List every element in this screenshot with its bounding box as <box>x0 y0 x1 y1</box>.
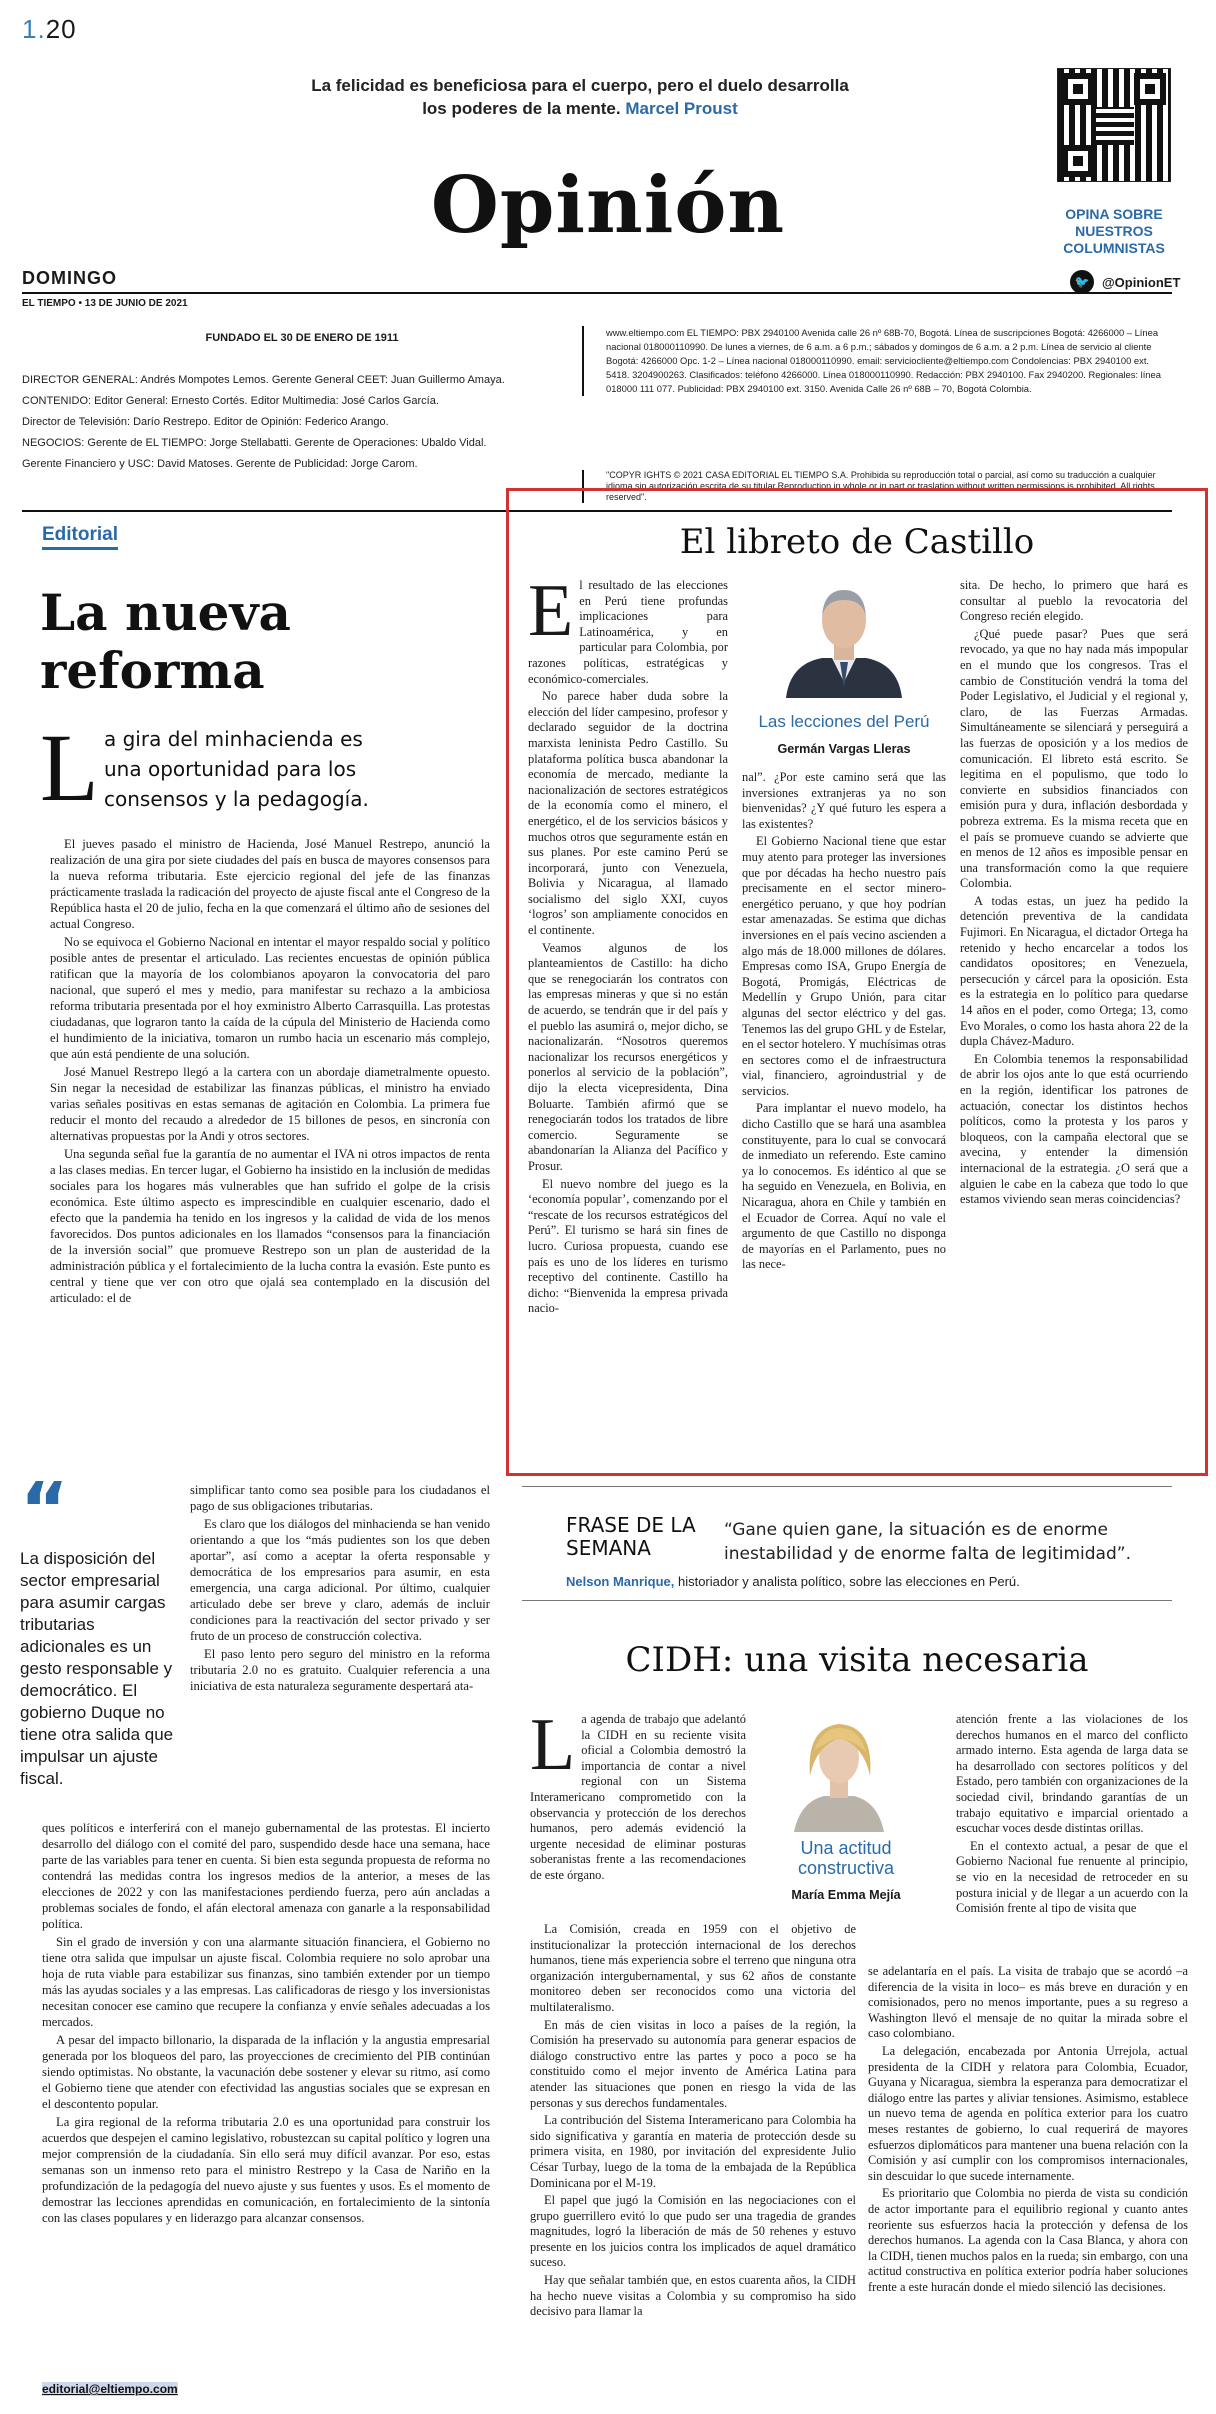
day-label: DOMINGO <box>22 268 117 288</box>
section-title: Opinión <box>430 160 786 251</box>
pull-quote-text: La disposición del sector empresarial para asumir cargas tributarias adicionales es un gesto responsable y democrático. El gobierno Duque no tiene otra salida que impulsar un ajuste fiscal. <box>20 1549 174 1788</box>
paragraph: Sin el grado de inversión y con una alarmante situación financiera, el Gobierno no tiene otra salida que impulsar un ajuste fiscal. Colombia requiere no solo aprobar una hoja de ruta viable para estabilizar sus finanzas, sino también extender por un tiempo más las ayudas sociales y a las empresas. Las calificadoras de riesgo y los inversionistas necesitan conocer ese camino que recupere la confianza y envíe señales adecuadas a los mercados. <box>42 1935 490 2029</box>
header-rule <box>22 292 1172 294</box>
frase-rule-bottom <box>522 1600 1172 1601</box>
cidh-title: CIDH: una visita necesaria <box>625 1640 1089 1680</box>
staff-line: Director de Televisión: Darío Restrepo. Editor de Opinión: Federico Arango. <box>22 416 389 428</box>
staff-list <box>22 370 592 475</box>
castillo-col-1 <box>528 570 728 1319</box>
paragraph: Hay que señalar también que, en estos cuarenta años, la CIDH ha hecho nueve visitas a Colombia y su compromiso ha sido decisivo para llamar la <box>530 2273 856 2319</box>
paragraph: se adelantaría en el país. La visita de trabajo que se acordó –a diferencia de la visita in loco– es más breve en duración y en comisionados, pero no menos importante, pues a su regreso a Washington llevó el mensaje de no quitar la mirada sobre el caso colombiano. <box>868 1964 1188 2041</box>
paragraph: La agenda de trabajo que adelantó la CIDH en su reciente visita oficial a Colombia demostró la importancia de contar a nivel regional con un Sistema Interamericano comprometido con la observancia y protección de los derechos humanos, pero además evidenció la urgente necesidad de eliminar posturas soberanistas frente a las recomendaciones de este órgano. <box>530 1704 746 1882</box>
page-number: 1.20 <box>22 14 77 44</box>
paragraph: La Comisión, creada en 1959 con el objetivo de institucionalizar la protección internacional de los derechos humanos, tiene más experiencia sobre el terreno que ninguna otra organización intergubernamental, y sus 62 años de constante monitoreo deben ser reconocidos como una victoria del multilateralismo. <box>530 1922 856 2014</box>
frase-credit <box>566 1574 1166 1589</box>
paragraph: nal”. ¿Por este camino será que las inversiones extranjeras ya no son bienvenidas? ¿Y qué futuro les espera a las existentes? <box>742 770 946 831</box>
paragraph: La gira regional de la reforma tributaria 2.0 es una oportunidad para construir los acuerdos que despejen el camino legislativo, robustezcan su capital político y logren una mejor comprensión de la ciudadanía. Sin ello será muy difícil avanzar. Por eso, estas semanas son un inmenso reto para el ministro Restrepo y la Casa de Nariño en la profundización de la pedagogía del nuevo ajuste y sus fuentes y usos. Es el momento de demostrar las lecciones aprendidas en comunicación, en fortalecimiento de la sintonía con las clases populares y en liderazgo para alcanzar consensos. <box>42 2115 490 2225</box>
twitter-handle[interactable] <box>1070 270 1180 294</box>
paragraph: A todas estas, un juez ha pedido la detención preventiva de la candidata Fujimori. En Nicaragua, el dictador Ortega ha retenido y hecho encarcelar a todos los candidatos opositores; en Venezuela, persecución y cárcel para la oposición. Esta es la estrategia en lo político para quedarse 14 años en el poder, como Ortega; 13, como Evo Morales, o como los hasta ahora 22 de la dupla Chávez-Maduro. <box>960 893 1188 1049</box>
editorial-body-bottom <box>42 1820 490 2228</box>
paragraph: El nuevo nombre del juego es la ‘economía popular’, comenzando por el “rescate de los recursos estratégicos del Perú”. El turismo se hará sin fines de lucro. Curiosa propuesta, cuando ese país es uno de los líderes en turismo receptivo del continente. Castillo ha dicho: “Bienvenida la empresa privada nacio- <box>528 1176 728 1316</box>
staff-line: NEGOCIOS: Gerente de EL TIEMPO: Jorge Stellabatti. Gerente de Operaciones: Ubaldo Vidal. <box>22 437 487 449</box>
paragraph: El resultado de las elecciones en Perú tiene profundas implicaciones para Latinoamérica, y en particular para Colombia, por razones políticas, estratégicas y económico-comerciales. <box>528 570 728 686</box>
paragraph: Para implantar el nuevo modelo, ha dicho Castillo que se hará una asamblea constituyente, para lo cual se convocará de inmediato un referendo. Este camino ya lo conocemos. Es idéntico al que se ha seguido en Venezuela, en Bolivia, en Nicaragua, ahora en Chile y también en el Ecuador de Correa. Aquí no vale el argumento de que Castillo no disponga de mayorías en el Parlamento, pues no las nece- <box>742 1101 946 1272</box>
paragraph: ques políticos e interferirá con el manejo gubernamental de las protestas. El incierto desarrollo del diálogo con el comité del paro, suspendido desde hace una semana, hace parte de las variables para tener en cuenta. Si bien esta segunda propuesta de reforma no contendrá las medidas contra los ingresos medios de la anterior, a meses de las elecciones de 2022 y con las manifestaciones perdiendo fuerza, pero aún ancladas a problemas sociales de fondo, el afán electoral amenaza con ganarle a la responsabilidad política. <box>42 1821 490 1931</box>
frase-quote: “Gane quien gane, la situación es de enorme inestabilidad y de enorme falta de legitimidad”. <box>724 1520 1131 1564</box>
editorial-body-top <box>50 836 490 1308</box>
paragraph: El jueves pasado el ministro de Hacienda, José Manuel Restrepo, anunció la realización de una gira por siete ciudades del país en busca de mayores consensos para la nueva reforma tributaria. Este ejercicio regional del jefe de las finanzas prácticamente traslada la radicación del proyecto de ajuste fiscal ante el Congreso de la República hasta el 20 de julio, fecha en la que comenzará el último año de sesiones del actual Congreso. <box>50 837 490 931</box>
editorial-dropcap: L <box>40 714 99 821</box>
opina-columnistas-label[interactable]: OPINA SOBRE NUESTROS COLUMNISTAS <box>1063 206 1165 256</box>
top-quote-text: La felicidad es beneficiosa para el cuerpo, pero el duelo desarrolla los poderes de la mente. <box>311 76 849 118</box>
paragraph: ¿Qué puede pasar? Pues que será revocado, ya que no hay nada más impopular en el mundo que los congresos. Tras el cambio de Constitución vendrá la toma del Poder Legislativo, el Judicial y el regional y, claro, de las Fuerzas Armadas. Simultáneamente se silenciará y perseguirá a las fuerzas de oposición y a los medios de comunicación. El libreto está escrito. Se legitima en el populismo, que todo lo convierte en subsidios financiados con emisión pura y dura, inflación desbordada y pobreza extrema. Es la misma receta que en el país se promueve cuando se advierte que en menos de 12 años es imposible pensar en una transformación como la que requiere Colombia. <box>960 626 1188 891</box>
paragraph: No parece haber duda sobre la elección del líder campesino, profesor y declarado seguidor de la doctrina marxista leninista Pedro Castillo. Su plataforma política busca abandonar la economía de mercado, mediante la nacionalización de sectores estratégicos de la economía como el minero, el energético, el de los servicios básicos y muchos otros que seguramente están en sus planes. Por este camino Perú se incorporará, junto con Venezuela, Bolivia y Nicaragua, al llamado socialismo del siglo XXI, cuyos ‘logros’ son ampliamente conocidos en el continente. <box>528 689 728 938</box>
paragraph: El Gobierno Nacional tiene que estar muy atento para proteger las inversiones que por décadas ha hecho nuestro país precisamente en el sector minero-energético peruano, y que hoy podrían estar amenazadas. Se estima que dichas inversiones en el país vecino ascienden a algo más de 18.000 millones de dólares. Empresas como ISA, Grupo Energía de Bogotá, Promigás, Eléctricas de Medellín y Grupo Unión, para citar algunas del sector eléctrico y del gas. Tenemos las del grupo GHL y de Estelar, en el sector hotelero. Y muchísimas otras en sectores como el de infraestructura vial, financiero, agroindustrial y de servicios. <box>742 834 946 1098</box>
paragraph: En Colombia tenemos la responsabilidad de abrir los ojos ante lo que está ocurriendo en la región, identificar los patrones de actuación, conectar los distintos hechos políticos, como la protesta y los paros y bloqueos, con la campaña electoral que se avecina, y entender la dimensión internacional de la estrategia. ¿O será que a alguien le cabe en la cabeza que todo lo que estamos viviendo sean meras coincidencias? <box>960 1051 1188 1207</box>
frase-credit-rest: historiador y analista político, sobre las elecciones en Perú. <box>674 1574 1020 1589</box>
editorial-lead: a gira del minhacienda es una oportunidad para los consensos y la pedagogía. <box>104 727 369 811</box>
quote-mark-icon: “ <box>20 1467 69 1553</box>
author-photo <box>780 1706 898 1832</box>
castillo-section: Las lecciones del Perú <box>758 712 930 731</box>
paragraph: simplificar tanto como sea posible para los ciudadanos el pago de sus obligaciones tributarias. <box>190 1483 490 1513</box>
founded-line: FUNDADO EL 30 DE ENERO DE 1911 <box>205 332 399 344</box>
paragraph: No se equivoca el Gobierno Nacional en intentar el mayor respaldo social y político posible antes de presentar el articulado. Las recientes encuestas de opinión pública ratifican que la mayoría de los colombianos apoyaron la convocatoria del paro nacional, que superó el mes y medio, para manifestar su rechazo a la ambiciosa reforma tributaria presentada por el hoy exministro Alberto Carrasquilla. Las protestas ciudadanas, que lograron tanto la caída de la cúpula del Ministerio de Hacienda como el hundimiento de la iniciativa, tomaron un rumbo hacia un escenario más complejo, que aún está pendiente de una solución. <box>50 935 490 1061</box>
paragraph: El paso lento pero seguro del ministro en la reforma tributaria 2.0 no es gratuito. Cualquier referencia a una iniciativa de esta naturaleza seguramente despertará ata- <box>190 1647 490 1693</box>
cidh-col-1 <box>530 1704 746 1886</box>
staff-line: Gerente Financiero y USC: David Matoses. Gerente de Publicidad: Jorge Carom. <box>22 458 418 470</box>
paragraph: La contribución del Sistema Interamericano para Colombia ha sido significativa y garantía en materia de protección desde su primera visita, en 1980, por invitación del expresidente Julio César Turbay, luego de la toma de la embajada de la República Dominicana por el M-19. <box>530 2113 856 2190</box>
frase-credit-name: Nelson Manrique, <box>566 1574 675 1589</box>
paragraph: atención frente a las violaciones de los derechos humanos en el marco del conflicto armado interno. Esta agenda de larga data se ha desarrollado con sectores políticos y del Estado, pero también con organizaciones de la sociedad civil, brindando garantías de un trabajo equitativo e imparcial orientado a escuchar voces desde distintas orillas. <box>956 1712 1188 1836</box>
editorial-label: Editorial <box>42 524 118 550</box>
frase-label: FRASE DE LA SEMANA <box>566 1513 696 1560</box>
castillo-col-2 <box>742 770 946 1275</box>
paragraph: Una segunda señal fue la garantía de no aumentar el IVA ni otros impactos de renta a las clases medias. En tercer lugar, el Gobierno ha insistido en la inclusión de medidas sociales para los hogares más vulnerables que han sufrido el golpe de la crisis económica. Este último aspecto es imprescindible en cualquier escenario, dado el efecto que la pandemia ha tenido en los ingresos y la calidad de vida de los menos favorecidos. Dos puntos adicionales en los llamados “consensos para la financiación de la inversión social” que promueve Restrepo son un plan de austeridad de la administración pública y el fortalecimiento de la lucha contra la evasión. Este punto es central y tiene que ver con otro que ojalá sea contemplado en la discusión del articulado: el de <box>50 1147 490 1305</box>
paragraph: En el contexto actual, a pesar de que el Gobierno Nacional fue renuente al principio, se vio en la necesidad de retroceder en su postura inicial y de llegar a un acuerdo con la Comisión frente al tipo de visita que <box>956 1838 1188 1916</box>
cidh-col-4 <box>868 1964 1188 2297</box>
castillo-author: Germán Vargas Lleras <box>777 742 911 756</box>
paragraph: sita. De hecho, lo primero que hará es consultar al pueblo la revocatoria del Congreso recién elegido. <box>960 578 1188 624</box>
editorial-email-link[interactable]: editorial@eltiempo.com <box>42 2382 178 2396</box>
editorial-body-right <box>190 1482 490 1696</box>
paragraph: Es claro que los diálogos del minhacienda se han venido orientando a que los “más pudientes son los que deben aportar”, así como a aceptar la oferta responsable y democrática de los empresarios para asumir, en esta emergencia, una carga adicional. Por último, cualquier articulado debe ser breve y claro, además de incluir condiciones para la reactivación del sector privado y ser fruto de un proceso de construcción colectiva. <box>190 1517 490 1643</box>
cidh-author: María Emma Mejía <box>791 1888 901 1902</box>
dateline: EL TIEMPO • 13 DE JUNIO DE 2021 <box>22 298 188 309</box>
top-quote <box>300 74 860 120</box>
frase-rule <box>522 1486 1172 1487</box>
copyright-notice: "COPYR IGHTS © 2021 CASA EDITORIAL EL TIEMPO S.A. Prohibida su reproducción total o parcial, así como su traducción a cualquier idioma sin autorización escrita de su titular.Reproduction in whole or in part or traslation without written permissions is prohibited. All rights reserved". <box>582 470 1172 503</box>
paragraph: José Manuel Restrepo llegó a la cartera con un abordaje diametralmente opuesto. Sin negar la necesidad de estabilizar las finanzas públicas, el ministro ha enviado varias señales positivas en estas semanas de agitación en Colombia. La primera fue reducir el monto del recaudo a alrededor de 15 billones de pesos, en sincronía con alternativas propuestas por la Andi y otros sectores. <box>50 1065 490 1143</box>
twitter-icon: 🐦 <box>1070 270 1094 294</box>
paragraph: La delegación, encabezada por Antonia Urrejola, actual presidenta de la CIDH y relatora para Colombia, Ecuador, Guyana y Nicaragua, siembra la esperanza para democratizar el diálogo entre las partes y aliviar tensiones. Asimismo, establece un nuevo tema de agenda en política exterior para los cuatro meses restantes de gobierno, lo cual requerirá de mayores esfuerzos diplomáticos para mantener una buena relación con la Comisión y así cumplir con los compromisos internacionales, sin descuidar lo que sucede internamente. <box>868 2043 1188 2183</box>
top-quote-author: Marcel Proust <box>625 99 738 118</box>
cidh-dropcap: L <box>530 1704 576 1786</box>
castillo-col-3 <box>960 578 1188 1210</box>
staff-line: DIRECTOR GENERAL: Andrés Mompotes Lemos. Gerente General CEET: Juan Guillermo Amaya. <box>22 374 505 386</box>
castillo-title: El libreto de Castillo <box>679 522 1035 562</box>
cidh-col-2 <box>530 1922 856 2322</box>
paragraph: A pesar del impacto billonario, la disparada de la inflación y la angustia empresarial generada por los bloqueos del paro, las proyecciones de crecimiento del PIB continúan siendo optimistas. No obstante, la vacunación debe sostener y elevar su ritmo, así como el Gobierno tiene que atender con efectividad las angustias sociales que se expresan en el descontento popular. <box>42 2033 490 2111</box>
contact-info: www.eltiempo.com EL TIEMPO: PBX 2940100 Avenida calle 26 nº 68B-70, Bogotá. Línea de suscripciones Bogotá: 4266000 – Línea nacional 018000110990. De lunes a viernes, de 6 a.m. a 6 p.m.; sábados y domingos de 6 a.m. a 2 p.m. Línea de servicio al cliente Bogotá: 4266000 Opc. 1-2 – Línea nacional 018000110990. email: serviciocliente@eltiempo.com Condolencias: PBX 2940100 ext. 5418. 3204900263. Clasificados: teléfono 4266000. Línea 018000110990. Redacción: PBX 2940100. Fax 2940200. Regionales: línea 018000 111 077. Publicidad: PBX 2940100 ext. 3150. Avenida Calle 26 nº 68B – 70, Bogotá Colombia. <box>582 326 1172 396</box>
qr-code[interactable] <box>1057 68 1171 182</box>
pull-quote <box>20 1467 182 1790</box>
cidh-col-3 <box>956 1712 1188 1919</box>
cidh-section: Una actitud constructiva <box>797 1838 895 1878</box>
staff-line: CONTENIDO: Editor General: Ernesto Cortés. Editor Multimedia: José Carlos García. <box>22 395 439 407</box>
paragraph: Es prioritario que Colombia no pierda de vista su condición de actor importante para el equilibrio regional y cuanto antes reoriente sus esfuerzos hacia la protección y defensa de los derechos humanos. La agenda con la Casa Blanca, y ahora con la CIDH, tienen muchos palos en la rueda; sin embargo, con una actitud constructiva en política exterior podría haber soluciones frente a este huracán donde el miedo silenció las decisiones. <box>868 2186 1188 2294</box>
twitter-handle-text: @OpinionET <box>1102 274 1181 290</box>
author-photo <box>766 578 922 698</box>
editorial-title: La nueva reforma <box>40 583 291 700</box>
paragraph: El papel que jugó la Comisión en las negociaciones con el grupo guerrillero evitó lo que pudo ser una tragedia de grandes magnitudes, logró la liberación de más de 50 rehenes y estuvo presente en los juicios contra los implicados de aquel dramático suceso. <box>530 2193 856 2270</box>
paragraph: En más de cien visitas in loco a países de la región, la Comisión ha preservado su autonomía para generar espacios de diálogo constructivo entre las partes y poco a poco se ha constituido como el mejor invento de América Latina para atender las situaciones que ponen en riesgo la vida de las personas y sus derechos fundamentales. <box>530 2017 856 2110</box>
paragraph: Veamos algunos de los planteamientos de Castillo: ha dicho que se renegociarán los contratos con las empresas mineras y que si no están de acuerdo, se tendrán que ir del país y el pueblo las asumirá o, mejor dicho, se nacionalizarán. “Nosotros queremos nacionalizar los recursos energéticos y ponerlos al servicio de la población”, dijo la electa vicepresidenta, Dina Boluarte. También afirmó que se renegociarán todos los tratados de libre comercio. Seguramente se abandonarían la Alianza del Pacífico y Prosur. <box>528 940 728 1173</box>
castillo-dropcap: E <box>528 570 574 652</box>
